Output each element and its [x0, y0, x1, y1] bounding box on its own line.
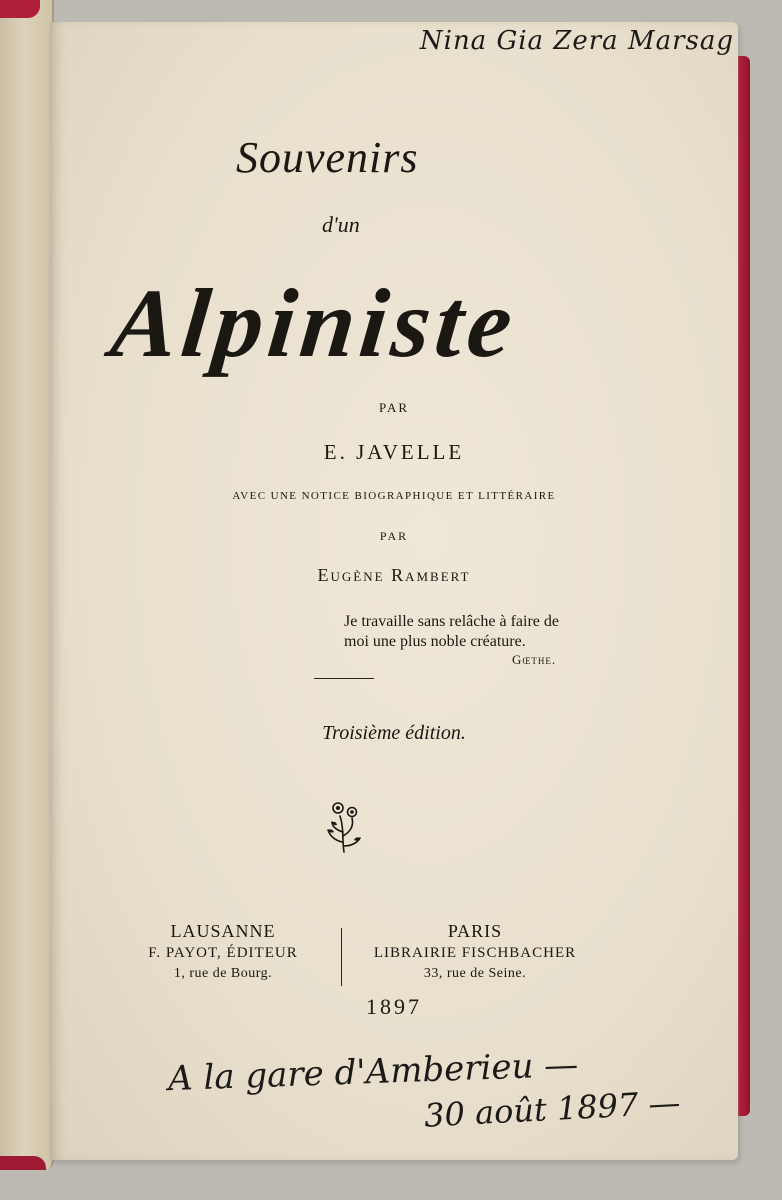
publisher-name-right: LIBRAIRIE FISCHBACHER — [373, 945, 577, 961]
handwritten-inscription-bottom-2: 30 août 1897 — — [423, 1083, 682, 1135]
cover-corner-bottom — [0, 1156, 46, 1170]
publisher-city-right: PARIS — [447, 921, 503, 941]
publisher-paris — [350, 920, 600, 984]
publisher-city-left: LAUSANNE — [170, 921, 276, 941]
divider-rule — [314, 678, 374, 679]
epigraph — [344, 612, 559, 652]
by-label-2: PAR — [379, 529, 409, 543]
notice-line: AVEC UNE NOTICE BIOGRAPHIQUE ET LITTÉRAIRE — [232, 490, 556, 502]
publication-year: 1897 — [366, 994, 422, 1019]
epigraph-line-2: moi une plus noble créature. — [344, 633, 526, 650]
title-souvenirs: Souvenirs — [236, 133, 419, 182]
author-name: E. JAVELLE — [323, 440, 465, 464]
publisher-address-left: 1, rue de Bourg. — [173, 966, 273, 981]
handwritten-inscription-bottom-1: A la gare d'Amberieu — — [167, 1044, 579, 1100]
publisher-name-left: F. PAYOT, ÉDITEUR — [148, 945, 298, 961]
title-page — [50, 22, 738, 1160]
publisher-divider — [341, 928, 342, 986]
epigraph-line-1: Je travaille sans relâche à faire de — [344, 613, 559, 630]
cover-corner-top — [0, 0, 40, 18]
edition-label: Troisième édition. — [322, 722, 466, 744]
title-alpiniste: Alpiniste — [106, 270, 523, 378]
title-dun: d'un — [322, 212, 360, 237]
flower-ornament-icon — [322, 796, 366, 854]
previous-page-edge — [0, 0, 54, 1170]
epigraph-attribution: Gœthe. — [512, 652, 557, 667]
publisher-address-right: 33, rue de Seine. — [423, 966, 527, 981]
by-label: PAR — [378, 400, 410, 415]
notice-author: Eugène Rambert — [317, 565, 471, 585]
handwritten-inscription-top: Nina Gia Zera Marsag — [419, 26, 734, 56]
publisher-lausanne — [108, 920, 338, 984]
